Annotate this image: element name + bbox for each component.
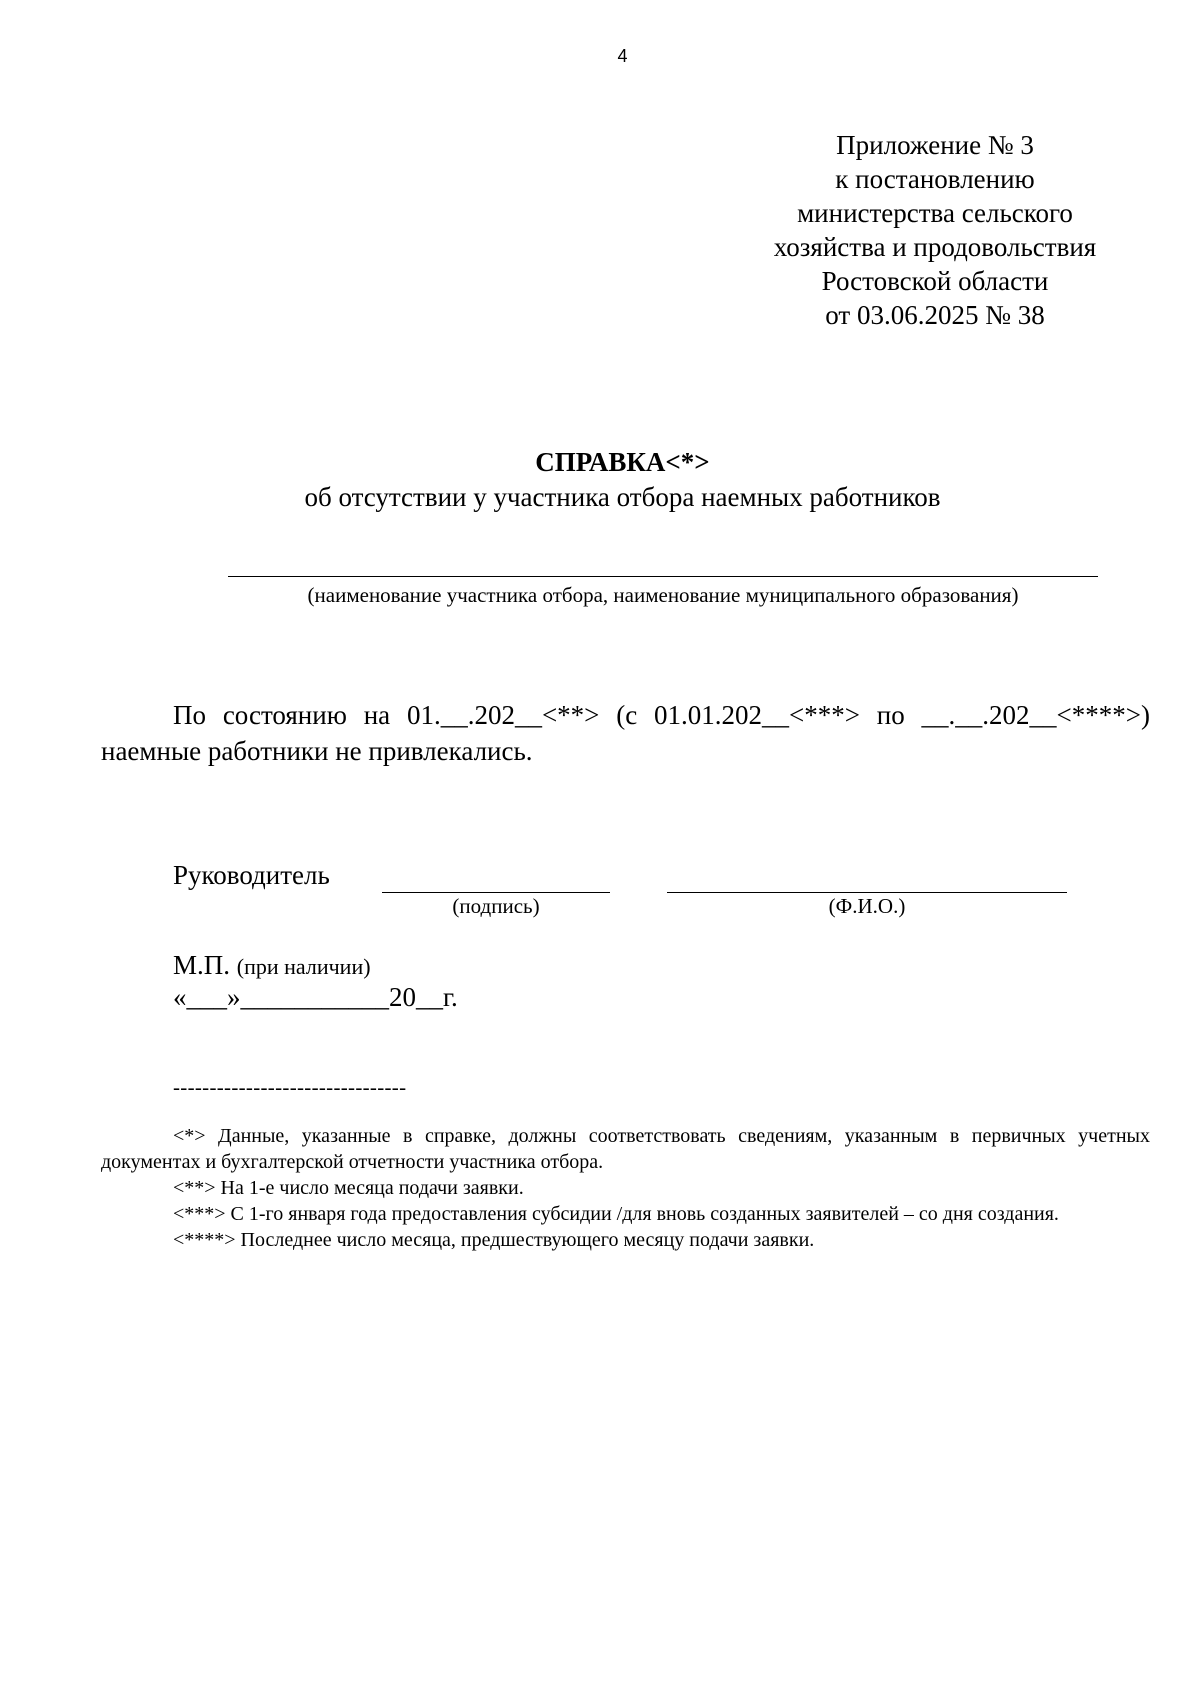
appendix-line: министерства сельского: [797, 198, 1073, 228]
signature-line: [382, 892, 610, 893]
head-label: Руководитель: [173, 860, 330, 890]
footnote-item: <**> На 1-е число месяца подачи заявки.: [173, 1177, 524, 1199]
footnote-separator: --------------------------------: [173, 1075, 407, 1099]
page-number: 4: [617, 46, 628, 66]
appendix-header: [735, 128, 1135, 332]
footnotes: [101, 1123, 1150, 1253]
signature-caption: (подпись): [452, 894, 540, 918]
stamp-label: [173, 950, 371, 981]
appendix-line: от 03.06.2025 № 38: [825, 300, 1045, 330]
appendix-line: к постановлению: [835, 164, 1035, 194]
appendix-line: Приложение № 3: [836, 130, 1034, 160]
statement-paragraph: По состоянию на 01.__.202__<**> (с 01.01.202__<***> по __.__.202__<****>) наемные работники не привлекались.: [101, 700, 1150, 766]
footnote-item: <*> Данные, указанные в справке, должны соответствовать сведениям, указанным в первичных учетных документах и бухгалтерской отчетности участника отбора.: [101, 1125, 1150, 1173]
participant-name-caption: (наименование участника отбора, наименование муниципального образования): [307, 583, 1019, 607]
fio-caption: (Ф.И.О.): [828, 894, 906, 918]
fio-line: [667, 892, 1067, 893]
appendix-line: Ростовской области: [821, 266, 1049, 296]
footnote-item: <****> Последнее число месяца, предшествующего месяцу подачи заявки.: [173, 1229, 815, 1251]
stamp-abbrev: М.П.: [173, 950, 231, 980]
document-subtitle: об отсутствии у участника отбора наемных работников: [304, 482, 941, 512]
participant-name-line: [228, 576, 1098, 577]
date-template: «___»___________20__г.: [173, 982, 458, 1012]
footnote-item: <***> С 1-го января года предоставления субсидии /для вновь созданных заявителей – со дня создания.: [173, 1203, 1059, 1225]
document-title: СПРАВКА<*>: [535, 447, 710, 477]
appendix-line: хозяйства и продовольствия: [773, 232, 1097, 262]
stamp-note: (при наличии): [236, 954, 371, 979]
